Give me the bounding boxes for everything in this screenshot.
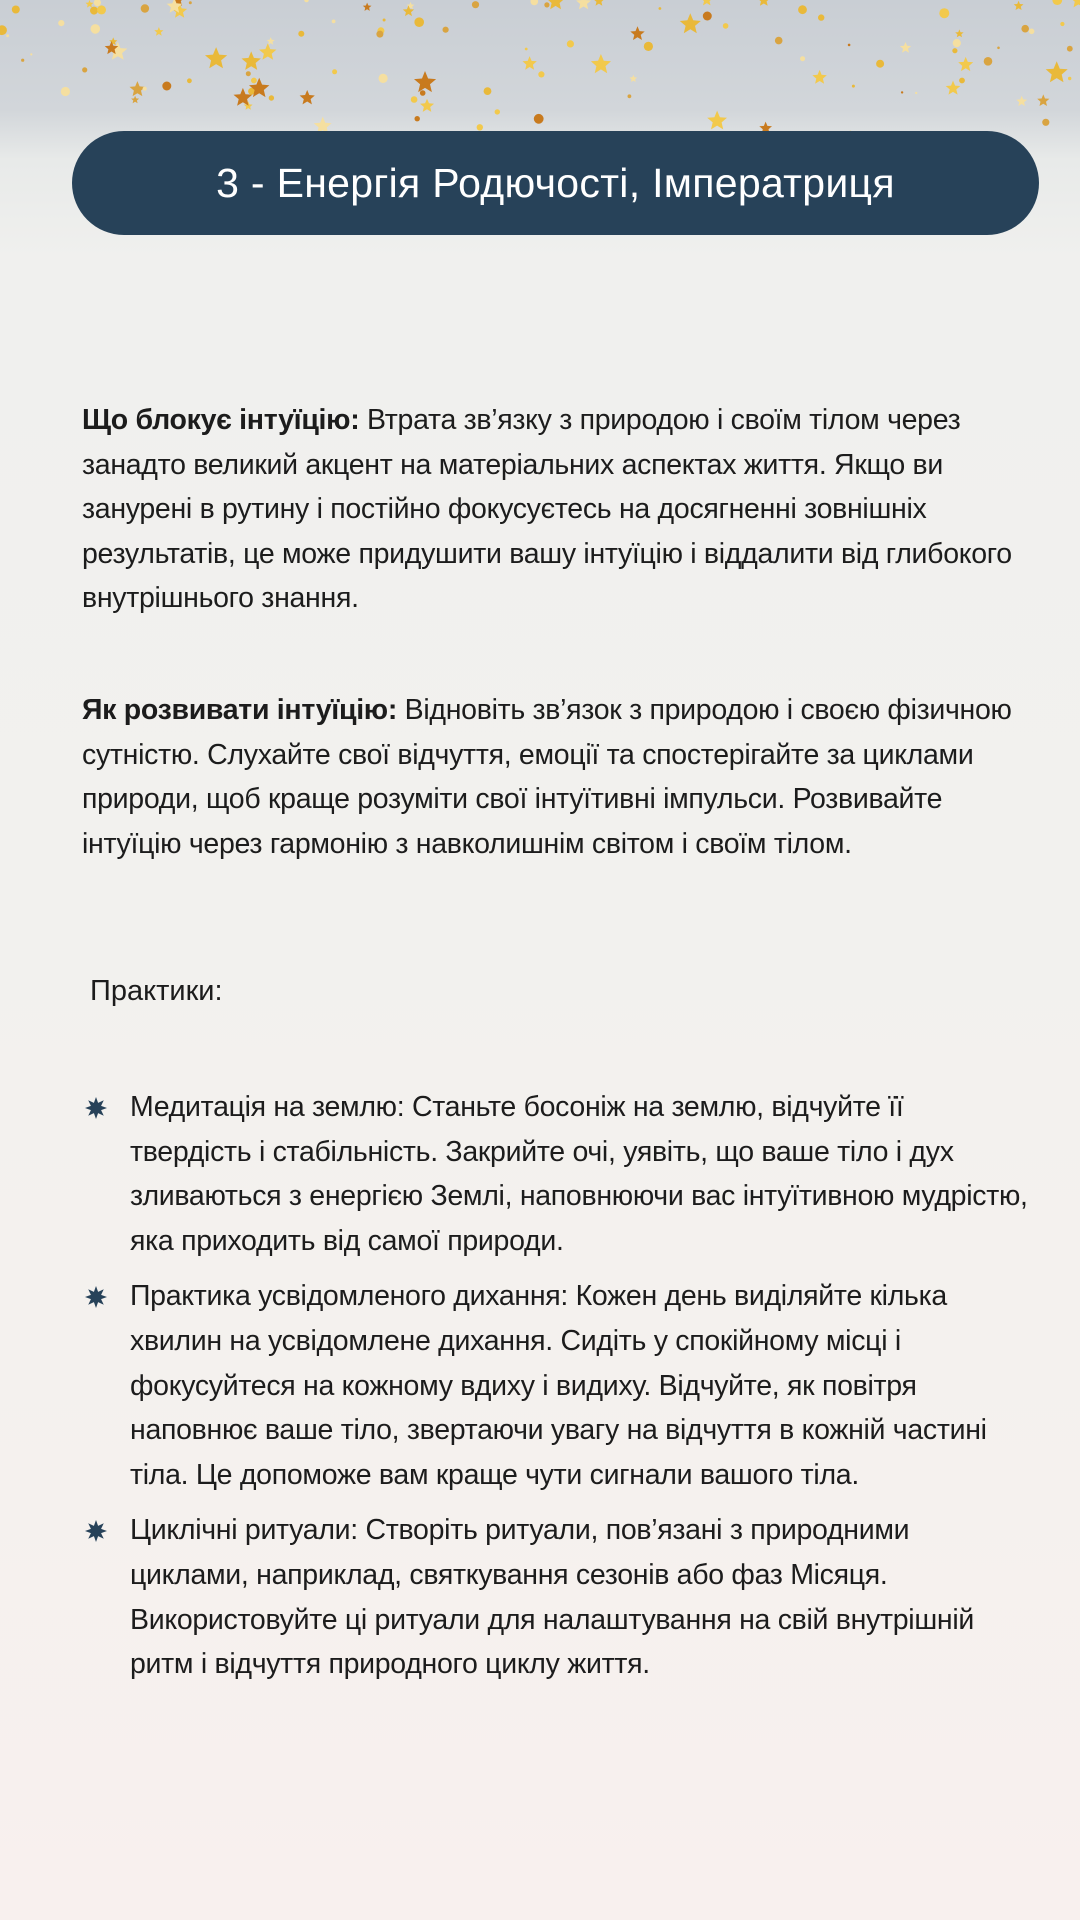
confetti-dot (472, 1, 479, 8)
confetti-star (1014, 1, 1024, 10)
confetti-dot (332, 69, 337, 74)
confetti-dot (58, 20, 64, 26)
confetti-dot (525, 48, 528, 51)
confetti-star (701, 0, 713, 5)
confetti-dot (251, 78, 257, 84)
confetti-dot (484, 87, 492, 95)
confetti-star (131, 96, 139, 104)
confetti-dot (91, 24, 101, 34)
confetti-dot (534, 114, 544, 124)
confetti-dot (495, 109, 500, 114)
confetti-dot (332, 20, 336, 24)
confetti-dot (538, 71, 544, 77)
blocks-intuition-paragraph (82, 398, 1022, 621)
confetti-dot (953, 39, 961, 47)
confetti-star (420, 99, 434, 112)
confetti-dot (21, 59, 24, 62)
confetti-dot (187, 78, 192, 83)
list-item (82, 1274, 1032, 1497)
confetti-dot (94, 0, 101, 6)
confetti-dot (420, 90, 426, 96)
confetti-star (1037, 94, 1049, 106)
list-item (82, 1085, 1032, 1263)
confetti-star (707, 111, 727, 130)
confetti-star (591, 54, 611, 73)
confetti-dot (82, 67, 87, 72)
practices-list (82, 1085, 1032, 1698)
confetti-dot (848, 44, 851, 47)
confetti-star (955, 29, 963, 37)
list-item (82, 1508, 1032, 1686)
confetti-star (1070, 0, 1080, 7)
confetti-dot (544, 2, 549, 7)
confetti-dot (411, 96, 418, 103)
confetti-dot (383, 19, 386, 22)
confetti-star (680, 13, 701, 33)
confetti-dot (915, 92, 917, 94)
blocks-intuition-label: Що блокує інтуїцію: (82, 404, 360, 436)
confetti-dot (304, 0, 309, 2)
practice-text: Медитація на землю: Станьте босоніж на землю, відчуйте її твердість і стабільність. Закрийте очі, уявіть, що ваше тіло і дух зливаються з енергією Землі, наповнюючи вас інтуїтивною мудрістю, яка приходить від самої природи. (130, 1091, 1028, 1257)
confetti-dot (531, 0, 539, 5)
confetti-dot (1021, 25, 1029, 33)
confetti-star (300, 90, 315, 104)
confetti-dot (97, 5, 106, 14)
practices-heading: Практики: (90, 975, 223, 1007)
confetti-dot (644, 42, 653, 51)
confetti-dot (415, 116, 420, 121)
confetti-dot (876, 60, 884, 68)
confetti-stars-decoration (0, 0, 1080, 150)
develop-intuition-paragraph (82, 688, 1022, 866)
confetti-star (630, 75, 638, 82)
confetti-star (414, 71, 436, 92)
confetti-star (242, 51, 261, 70)
confetti-dot (959, 78, 965, 84)
confetti-dot (939, 8, 949, 18)
confetti-dot (90, 7, 98, 15)
confetti-dot (141, 4, 149, 12)
develop-intuition-text: Відновіть зв’язок з природою і своєю фізичною сутністю. Слухайте свої відчуття, емоції та спостерігайте за циклами природи, щоб краще розуміти свої інтуїтивні імпульси. Розвивайте інтуїцію через гармонію з навколишнім світом і своїм тілом. (82, 694, 1012, 860)
confetti-dot (162, 82, 171, 91)
confetti-dot (1068, 77, 1071, 80)
confetti-dot (800, 56, 805, 61)
practice-text: Практика усвідомленого дихання: Кожен день виділяйте кілька хвилин на усвідомлене дихання. Сидіть у спокійному місці і фокусуйтеся на кожному вдиху і видиху. Відчуйте, як повітря наповнює ваше тіло, звертаючи увагу на відчуття в кожній частині тіла. Це допоможе вам краще чути сигнали вашого тіла. (130, 1280, 987, 1491)
confetti-dot (852, 85, 855, 88)
confetti-star (630, 26, 644, 40)
confetti-dot (12, 6, 20, 14)
confetti-dot (443, 27, 449, 33)
confetti-dot (1060, 22, 1064, 26)
confetti-star (576, 0, 591, 9)
confetti-dot (723, 23, 729, 29)
confetti-star (363, 3, 372, 11)
confetti-dot (1042, 119, 1049, 126)
confetti-dot (1067, 46, 1073, 52)
confetti-dot (189, 1, 192, 4)
confetti-dot (798, 5, 807, 14)
confetti-dot (1052, 0, 1062, 5)
confetti-dot (775, 37, 783, 45)
confetti-star (594, 0, 605, 6)
confetti-dot (703, 12, 712, 21)
confetti-dot (0, 25, 7, 35)
confetti-star (812, 70, 826, 84)
confetti-dot (61, 87, 70, 96)
title-banner (72, 131, 1039, 235)
confetti-dot (901, 91, 903, 93)
confetti-dot (414, 17, 424, 27)
confetti-dot (818, 14, 824, 20)
star-bullet-icon (84, 1519, 108, 1543)
confetti-star (758, 0, 771, 6)
confetti-star (259, 43, 276, 60)
confetti-dot (246, 71, 251, 76)
confetti-star (900, 42, 911, 53)
confetti-dot (6, 34, 9, 37)
confetti-dot (298, 31, 304, 37)
star-bullet-icon (84, 1285, 108, 1309)
confetti-star (205, 47, 227, 68)
confetti-dot (1029, 29, 1035, 35)
confetti-dot (143, 87, 147, 91)
confetti-dot (376, 31, 383, 38)
confetti-dot (952, 48, 957, 53)
confetti-dot (628, 94, 632, 98)
confetti-dot (269, 95, 274, 100)
confetti-star (154, 27, 163, 36)
star-bullet-icon (84, 1096, 108, 1120)
confetti-star (523, 56, 537, 70)
confetti-dot (984, 57, 993, 66)
develop-intuition-label: Як розвивати інтуїцію: (82, 694, 398, 726)
confetti-dot (567, 40, 574, 47)
page-title: 3 - Енергія Родючості, Імператриця (216, 159, 895, 206)
confetti-dot (659, 7, 662, 10)
confetti-star (1046, 61, 1068, 82)
confetti-star (946, 81, 961, 95)
practice-text: Циклічні ритуали: Створіть ритуали, пов’язані з природними циклами, наприклад, святкування сезонів або фаз Місяця. Використовуйте ці ритуали для налаштування на свій внутрішній ритм і відчуття природного циклу життя. (130, 1514, 974, 1681)
confetti-dot (477, 124, 483, 130)
confetti-star (86, 0, 94, 8)
confetti-dot (379, 74, 388, 83)
confetti-dot (30, 53, 32, 55)
blocks-intuition-text: Втрата зв’язку з природою і своїм тілом через занадто великий акцент на матеріальних аспектах життя. Якщо ви занурені в рутину і постійно фокусуєтесь на досягненні зовнішніх результатів, це може придушити вашу інтуїцію і віддалити від глибокого внутрішнього знання. (82, 404, 1012, 615)
confetti-star (1016, 96, 1027, 106)
confetti-dot (997, 47, 1000, 50)
confetti-star (958, 57, 973, 71)
